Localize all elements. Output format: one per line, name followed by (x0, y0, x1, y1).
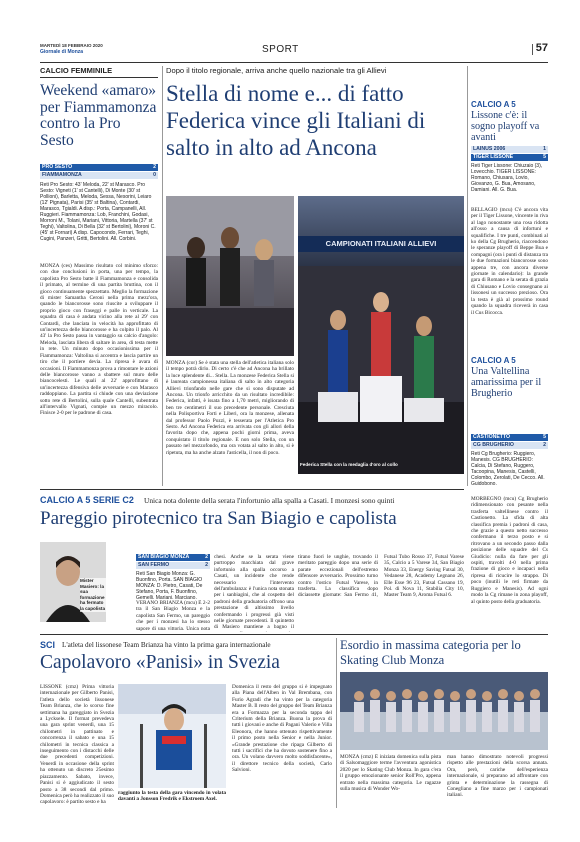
photo-caption: Federica Stella con la medaglia d'oro al collo (300, 462, 398, 467)
article-kicker: Dopo il titolo regionale, arriva anche quello nazionale tra gli Allievi (166, 66, 387, 75)
score-row-away: TIGER LISSONE 5 (473, 154, 546, 160)
scoreboard (136, 554, 210, 569)
masthead (40, 40, 548, 60)
skier-photo (118, 684, 226, 788)
article-body-col2: man hanno dimostrato notevoli progressi rispetto alle prestazioni della scorsa annata. Ora, però, cariche dell'esperienza internazionale, si preparano ad affrontare con grinta e determinazione la rassegna di Conegliano a fine marzo per i campionati italiani. (447, 754, 548, 799)
score-row-away: SAN FERMO 2 (138, 562, 208, 568)
team-lineups: Reti Cg Brugherio: Ruggiero, Manesis. CG BRUGHERIO: Calcia, Di Stefano, Ruggero, Tacoopina, Manesis, Castelli, Colombo, Zerolati, De Cecco. All. Guidobono. (471, 451, 545, 487)
paper-name: Giornale di Monza (40, 49, 84, 55)
article-headline: Esordio in massima categoria per lo Skating Club Monza (340, 638, 521, 667)
score-row-home: PRO SESTO 2 (42, 164, 156, 170)
article-body: MORBEGNO (mcu) Cg Brugherio ridimensionato con pesante nella trasferta valtellinese contro il Castionetto. La sfida di alta classifica premia i padroni di casa, che grazie a questo netto successo confermano il terzo posto e si ritrovano a un secondo passo dalla posizione delle squadre del Cs Giudicio: nulla da fare per gli ospiti, travolti 4-0 nella prima frazione di gioco e incapaci nella ripresa di ricucire lo strappo. Di poco (inutili le reti firmate da Ruggiero e Manesis). Ad ogni modo la Cg rimane in zona playoff, al quinto posto della graduatoria. (471, 496, 548, 605)
scoreboard (471, 434, 548, 449)
athletes-photo (166, 196, 294, 356)
section-kicker: CALCIO A 5 (471, 100, 516, 109)
article-body: BELLAGIO (mcu) C'è ancora vita per il Tiger Lissone, vincente in riva al lago nonostante una rosa ridotta all'osso a causa di infortuni e squalifiche. I tre punti, combinati al ko della Cg Brugherio, riaccendono le speranze playoff di Beppe Bua e compagni (ora i punti di distanza tra le due formazioni biancorosse sono appena tre, con ancora diverse giornate in calendario): la grande gara di Romano e la serata di grazia di Chiusano e Lovio consegnano ai lissonesi un successo prezioso. Ora la testa è già al prossimo round quando la squadra riceverà in casa il Cus Bicocca. (471, 207, 548, 316)
team-lineups: Reti San Biagio Monza: G. Buonfino, Porta. SAN BIAGIO MONZA: D. Pietro, Casati, De Stefano, Porta, F. Buonfino, Gemelli, Mariani, Marciano, (136, 571, 203, 599)
coach-photo (40, 542, 106, 622)
article-subtitle: L'atleta del lissonese Team Brianza ha vinto la prima gara internazionale (62, 641, 271, 649)
championship-banner: CAMPIONATI ITALIANI ALLIEVI (298, 236, 464, 252)
team-lineups: Reti Pro Sesto: 43' Meloda, 22' st Marasco. Pro Sesto: Vigneti (1' st Cantelli), Di Monte (30' st Pollioni), Barletta, Meloda, Sessa, Nesorini, Leiaro (12' Pignata), Parisi (35' st Baltina), Contardi, Marasco, Tgialdi. A disp.: Porta, Campanelli, All. Ruggieri. Fiammamonza: Lob, Franchini, Godasi, Morroni M., Tolani, Mariani, Vittoria, Martella (37' st Teghi), Valtolina, Di Bella (32' st Bertolini), Moroni C. (45' st Fornari) A disp. Capocondo, Ferrari, Teghi, Cugini, Panzeri, Gritti, Bertolini. All. Corbini. (40, 182, 156, 242)
section-kicker: CALCIO FEMMINILE (40, 66, 113, 75)
article-body: MONZA (ces) Massimo risultato col minimo sforzo: con due conclusioni in porta, una per tempo, la capolista Pro Sesto batte il Fiammamonza e consolida il primato, al termine di una partita bruttina, con il gioco continuamente spezzettato. Meglio la formazione di mister Samantha Ceroni nella prima mezz'ora, quando le biancorosse sono riuscite a sviluppare il proprio gioco con fraseggi e palle in verticale. La squadra di casa è andata vicino alla rete al 29' con Contardi, che lanciata in velocità ha approfittato di un'incertezza delle biancorosse e ha colpito il palo. Al 43' la Pro Sesto passa in vantaggio su calcio d'angolo: Meloda, lasciata libera di saltare in area, di testa mette in rete. Un minuto dopo occasionissima per il Fiammamonza: Valtolina si accentra e lascia partire un tiro che il portiere devia. La ripresa è avara di occasioni. Il Fiammamonza prova a rimontare le azioni delle biancorosse vanno a sbattere sul muro delle biancocelesti. Le quali al 22' approfittano di un'incertezza difensiva delle avversarie e con Marasco raddoppiano. La partita si chiude con una deviazione sotto rete di Bertolini, sulla quale Cantelli, subentrata all'intervallo Vignati, compie un mezzo miracolo. Finisce 2-0 per le padrone di casa. (40, 263, 158, 417)
article-subtitle: Unica nota dolente della serata l'infortunio alla spalla a Casati. I monzesi sono quinti (144, 496, 395, 505)
sci-top-rule (40, 634, 548, 635)
article-body-col3: tirano fuori le unghie, trovando il meritato pareggio dopo una serie di parate eccezionali dell'estremo difensore avversario. Prossimo turno contro l'ostico Futsal Varese, in trasferta. La classifica dopo diciassette giornate: San Fermo 41, Futsal Tubo Rosso 37, Futsal Varese 35, Calcio a 5 Varese 34, San Biagio Monza 33, Energy Saving Futsal 30, Vedanese 28, Academy Legnano 26, Elle Esse 96 23, Futsal Cassano 19, Pol. di Nova 11, Stabilia City 10, Master Team 9, Aroma Futsal 6. (298, 554, 464, 599)
score-row-home: LAINUS 2006 1 (473, 146, 546, 152)
podium-illustration (166, 196, 294, 356)
kicker-rule (40, 77, 158, 78)
article-headline: Stella di nome e... di fatto Federica vince gli Italiani di salto in alto ad Ancona (166, 81, 426, 160)
c2-top-rule (40, 489, 464, 490)
article-headline: Weekend «amaro» per Fiammamonza contro la Pro Sesto (40, 82, 157, 149)
column-divider-bottom (336, 638, 337, 808)
score-row-home: SAN BIAGIO MONZA 2 (138, 554, 208, 560)
article-body: MONZA (cor) Se è stata una stella dell'atletica italiana solo il tempo potrà dirlo. Di certo c'è che ad Ancona ha brillato la luce splendente di... Stella. La monzese Federica Stella si è laureata campionessa italiana di salto in alto categoria Allievi trionfando nelle gare che si sono disputate ad Ancona. Un trionfo arricchito da un risultato incredibile: Federica, infatti, è issata fino a 1,70 metri, migliorando di ben tre centimetri il suo precedente personale. Cresciuta nella Polisportiva Forti e Liberi, ora la monzese, allenata dal professor Paolo Pozzi, è tesserata per l'Atletica Pro Sesto. Ad Ancona Federica era arrivata con gli allori della favorita dopo che, appena pochi giorni prima, aveva conquistato il titolo regionale. E non solo Stella, con un passato nel mezzofondo, ma ora votata al salto in alto, si è ripetuta, ma ha anche alzato l'asticella, il non di poco. (166, 360, 294, 456)
article-body-col2: chesi. Anche se la serata viene purtroppo macchiata dal grave infortunio alla spalla occorso a Casati, un incidente che rende necessario l'intervento dell'ambulanza: è l'unica nota stonata per i sanbiagini, che al cospetto del padroni della graduatoria offrono una prestazione di altissimo livello confermando i progressi già visti nelle giornate precedenti. Il quintetto di Masiero mantiene a bagno il (214, 554, 294, 631)
section-name: SPORT (262, 44, 299, 55)
page-number-divider (532, 44, 533, 55)
lissone-article (471, 100, 548, 330)
brugherio-article (471, 356, 548, 686)
article-headline: Lissone c'è: il sogno playoff va avanti (471, 110, 540, 144)
score-row-away: CG BRUGHERIO 2 (473, 442, 546, 448)
athletics-article (166, 66, 464, 486)
page-number: 57 (535, 42, 548, 54)
skating-team-illustration (340, 672, 548, 750)
article-body-col2: Domenica il resto del gruppo si è impegnato alla Piana dell'Alben in Val Brembana, con Furio Agradi che ha vinto per la categoria Master B. Il resto del gruppo del Team Brianza era a Formazza per la seconda tappa del Criterium della Brianza. Buona la prova di tutti i giovani e anche di Pagani Valerio e Villa Eleonora, che hanno ottenuto rispettivamente il primo posto nella Senior e nella Junior. «Grande prestazione che ripaga Gilberto di tutti i sacrifici che ha dovuto sostenere fino a ora. Un volano davvero molto soddisfacente», il direttore tecnico della società, Carlo Salvioni. (232, 684, 332, 774)
section-kicker: SCI (40, 640, 56, 650)
team-lineups: Reti Tiger Lissone: Chiuzaio (3), Lovecchio. TIGER LISSONE: Romano, Chiusara, Lovio, Giovanzo, G. Bua, Amosano, Damiani. All. G. Bua. (471, 163, 543, 193)
article-headline: Una Valtellina amarissima per il Brugherio (471, 366, 542, 400)
article-headline: Capolavoro «Panisi» in Svezia (40, 652, 280, 673)
skier-illustration (118, 684, 226, 788)
skating-team-photo (340, 672, 548, 750)
sci-article (40, 638, 332, 808)
podium-athletes (298, 252, 464, 474)
header-rule (40, 62, 548, 63)
scoreboard (471, 146, 548, 161)
skating-article (340, 638, 548, 808)
section-kicker: CALCIO A 5 SERIE C2 (40, 495, 134, 505)
column-divider-right (467, 66, 468, 486)
column-divider-left (162, 66, 163, 486)
section-kicker: CALCIO A 5 (471, 356, 516, 365)
scoreboard (40, 164, 158, 179)
photo-caption: raggiunto la testa della gara vincendo in volata davanti a Jonsson Fredrik e Ekstroem Axel. (118, 790, 226, 803)
score-row-home: CASTIONETTO 5 (473, 434, 546, 440)
article-body-col1: VERANO BRIANZA (mcu) È 2-2 tra il San Biagio Monza e la capolista San Fermo, un pareggio che per i monzesi ha lo stesso sapore di una vittoria. Unica nota (136, 600, 210, 632)
article-headline: Pareggio pirotecnico tra San Biagio e capolista (40, 508, 397, 529)
calcio-femminile-article (40, 66, 158, 486)
article-body-col1: LISSONE (cmz) Prima vittoria internazionale per Gilberto Panisi, l'atleta dello società lissonese Team Brianza, che lo scorso fine settimana ha gareggiato in Svezia a Lycksele. Il format prevedeva una gara sprint venerdì, una 15 chilometri in pattinato e concorrenza il sabato e una 15 chilometri in tecnica classica a inseguimento con i distacchi delle due precedenti competizioni. Venerdì in occasione della sprint ha ottenuto un discreto 25esimo piazzamento. Sabato, invece, Panisi si è aggiudicato il sesto posto a 38 secondi dal primo. Domenica però ha realizzato il suo capolavoro: è partito sesto e ha (40, 684, 114, 806)
score-row-away: FIAMMAMONZA 0 (42, 172, 156, 178)
c2-article (40, 492, 464, 632)
article-body-col1: MONZA (cmz) È iniziata domenica sulla pista di Salsomaggiore terme l'avventura agonistica 2020 per lo Skating Club Monza. In gara c'era il gruppo emozionante senior Roll'Pro, appena entrato nella massima categoria. Le ragazze sulla musica di Wonder Wo- (340, 754, 441, 793)
issue-date: MARTEDÌ 18 FEBBRAIO 2020 (40, 43, 103, 48)
podium-photo (298, 196, 464, 474)
photo-caption: Mister Masiero: la sua formazione ha fermato la capolista (80, 578, 106, 611)
